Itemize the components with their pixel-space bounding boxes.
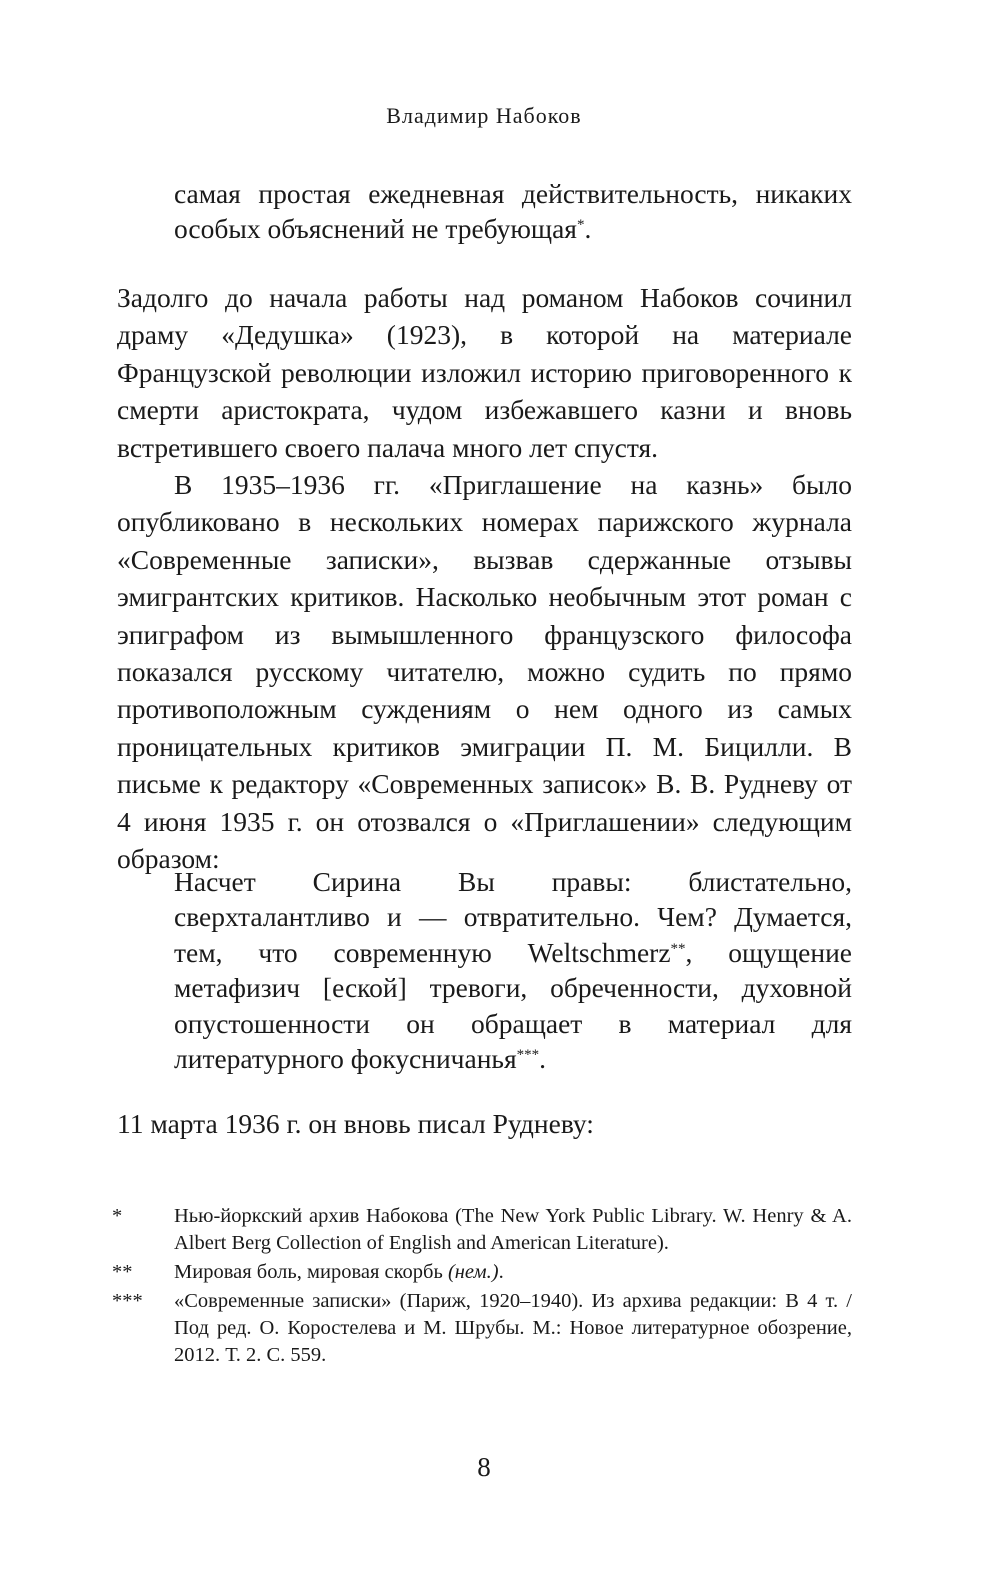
running-head: Владимир Набоков	[386, 103, 582, 128]
block-quote-1	[174, 176, 852, 247]
footnote-2	[112, 1259, 852, 1286]
paragraph-3: 11 марта 1936 г. он вновь писал Рудневу:	[117, 1108, 594, 1139]
paragraph-1: Задолго до начала работы над романом Набоков сочинил драму «Дедушка» (1923), в которой на материале Французской революции изложил историю приговоренного к смерти аристократа, чудом избежавшего казни и вновь встретившего своего палача много лет спустя.	[117, 282, 852, 463]
footnote-text: Мировая боль, мировая скорбь (нем.).	[174, 1261, 504, 1283]
paragraph-2: В 1935–1936 гг. «Приглашение на казнь» было опубликовано в нескольких номерах парижского журнала «Современные записки», вызвав сдержанные отзывы эмигрантских критиков. Насколько необычным этот роман с эпиграфом из вымышленного французского философа показался русскому читателю, можно судить по прямо противоположным суждениям о нем одного из самых проницательных критиков эмиграции П. М. Бицилли. В письме к редактору «Современных записок» В. В. Рудневу от 4 июня 1935 г. он отозвался о «Приглашении» следующим образом:	[117, 469, 852, 875]
footnotes	[112, 1203, 852, 1371]
footnote-mark: **	[112, 1261, 133, 1283]
quote-2-text: Насчет Сирина Вы правы: блистательно, сверхталантливо и — отвратительно. Чем? Думается, тем, что современную Weltschmerz**, ощущение метафизич [еской] тревоги, обреченности, духовной опустошенности он обращает в материал для литературного фокусничанья***.	[174, 866, 853, 1075]
footnote-3	[112, 1288, 852, 1369]
page-number: 8	[477, 1452, 491, 1482]
footnote-text: Нью-йоркский архив Набокова (The New York Public Library. W. Henry & A. Albert Berg Collection of English and American Literature).	[174, 1205, 852, 1254]
main-text	[117, 279, 852, 878]
footnote-1	[112, 1203, 852, 1257]
footnote-ref: **	[670, 940, 686, 957]
closing-text	[117, 1105, 852, 1142]
footnote-text: «Современные записки» (Париж, 1920–1940). Из архива редакции: В 4 т. / Под ред. О. Коростелева и М. Шрубы. М.: Новое литературное обозрение, 2012. Т. 2. С. 559.	[174, 1290, 852, 1366]
quote-1-text: самая простая ежедневная действительность, никаких особых объяснений не требующая*.	[174, 178, 852, 245]
block-quote-2	[174, 864, 852, 1076]
footnote-mark: ***	[112, 1290, 143, 1312]
footnote-ref: ***	[516, 1047, 540, 1064]
footnote-ref: *	[576, 217, 585, 234]
footnote-mark: *	[112, 1205, 123, 1227]
